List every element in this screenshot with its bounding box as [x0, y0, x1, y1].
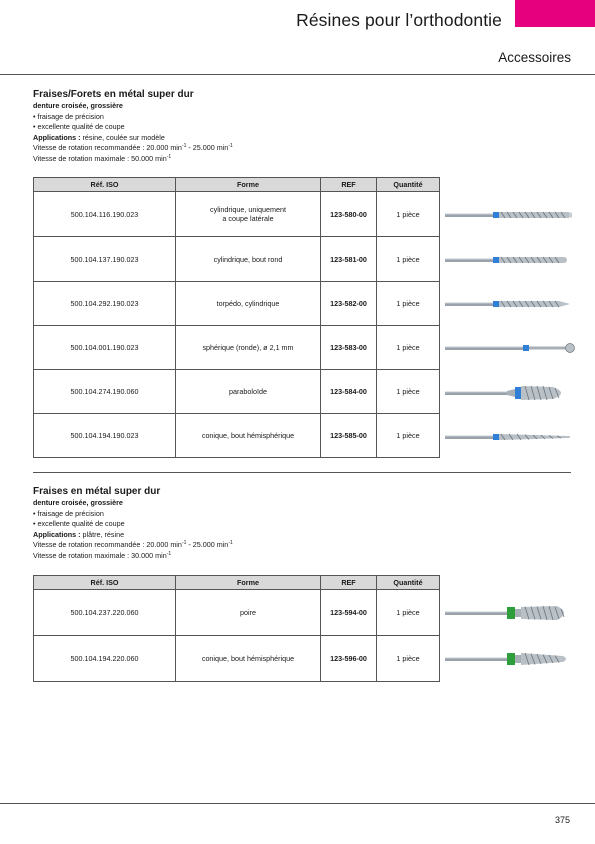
cell-forme: conique, bout hémisphérique — [176, 414, 321, 458]
col-header-quantite: Quantité — [377, 576, 440, 590]
section-1-title: Fraises/Forets en métal super dur — [33, 89, 194, 100]
section-2-bullet: • fraisage de précision — [33, 509, 573, 520]
cell-iso: 500.104.292.190.023 — [34, 282, 176, 326]
section-1-intro — [33, 89, 573, 165]
section-2-subtitle: denture croisée, grossière — [33, 498, 123, 507]
applications-label: Applications : — [33, 529, 81, 539]
cell-ref: 123-584-00 — [321, 370, 377, 414]
section-1-bullet: • excellente qualité de coupe — [33, 122, 573, 133]
section-2-applications — [33, 530, 573, 541]
product-table-2 — [33, 575, 440, 682]
section-separator — [33, 472, 571, 473]
section-2-speed-max: Vitesse de rotation maximale : 30.000 $\min^{-1}$ — [33, 550, 172, 560]
table-header-row — [34, 178, 440, 192]
cell-forme: sphérique (ronde), ø 2,1 mm — [176, 326, 321, 370]
cell-qty: 1 pièce — [377, 282, 440, 326]
page-number: 375 — [554, 815, 570, 825]
applications-value: plâtre, résine — [82, 529, 125, 539]
pear-bur-icon — [445, 603, 575, 623]
col-header-iso: Réf. ISO — [34, 576, 176, 590]
cell-qty: 1 pièce — [377, 370, 440, 414]
table-row — [34, 414, 440, 458]
section-title: Accessoires — [498, 50, 571, 65]
col-header-ref: REF — [321, 178, 377, 192]
accent-bar — [515, 0, 595, 27]
cell-qty: 1 pièce — [377, 590, 440, 636]
section-1-subtitle: denture croisée, grossière — [33, 101, 123, 110]
col-header-forme: Forme — [176, 178, 321, 192]
section-2-intro — [33, 486, 573, 562]
round-end-bur-icon — [445, 253, 575, 267]
cell-qty: 1 pièce — [377, 237, 440, 282]
section-1-applications — [33, 133, 573, 144]
footer-rule — [0, 803, 595, 804]
round-bur-icon — [445, 341, 575, 355]
col-header-iso: Réf. ISO — [34, 178, 176, 192]
cell-qty: 1 pièce — [377, 414, 440, 458]
conical-bur-icon — [445, 649, 575, 669]
conical-bur-icon — [445, 430, 575, 444]
paraboloid-bur-icon — [445, 384, 575, 402]
table-row — [34, 370, 440, 414]
table-row — [34, 326, 440, 370]
cell-forme: poire — [176, 590, 321, 636]
table-row — [34, 192, 440, 237]
cell-ref: 123-596-00 — [321, 636, 377, 682]
cell-iso: 500.104.137.190.023 — [34, 237, 176, 282]
section-2-speed-recommended: Vitesse de rotation recommandée : 20.000 $\min^{-1} - 25.000$ $\min^{-1}$ — [33, 540, 233, 550]
cell-iso: 500.104.194.220.060 — [34, 636, 176, 682]
cell-forme: cylindrique, bout rond — [176, 237, 321, 282]
col-header-quantite: Quantité — [377, 178, 440, 192]
cell-ref: 123-581-00 — [321, 237, 377, 282]
cell-ref: 123-585-00 — [321, 414, 377, 458]
section-1-speed-recommended: Vitesse de rotation recommandée : 20.000 $\min^{-1} - 25.000$ $\min^{-1}$ — [33, 143, 233, 153]
cell-ref: 123-583-00 — [321, 326, 377, 370]
cell-iso: 500.104.116.190.023 — [34, 192, 176, 237]
cylindrical-bur-icon — [445, 208, 575, 222]
cell-forme: torpédo, cylindrique — [176, 282, 321, 326]
cell-iso: 500.104.001.190.023 — [34, 326, 176, 370]
cell-iso: 500.104.194.190.023 — [34, 414, 176, 458]
cell-qty: 1 pièce — [377, 326, 440, 370]
applications-label: Applications : — [33, 132, 81, 142]
table-header-row — [34, 576, 440, 590]
cell-iso: 500.104.274.190.060 — [34, 370, 176, 414]
applications-value: résine, coulée sur modèle — [82, 132, 165, 142]
col-header-forme: Forme — [176, 576, 321, 590]
cell-forme: cylindrique, uniquement a coupe latérale — [176, 192, 321, 237]
torpedo-bur-icon — [445, 297, 575, 311]
table-row — [34, 237, 440, 282]
product-table-1 — [33, 177, 440, 458]
cell-qty: 1 pièce — [377, 192, 440, 237]
page-title: Résines pour l’orthodontie — [296, 10, 502, 30]
section-2-title: Fraises en métal super dur — [33, 486, 161, 497]
section-1-bullet: • fraisage de précision — [33, 112, 573, 123]
table-row — [34, 282, 440, 326]
table-row — [34, 636, 440, 682]
cell-qty: 1 pièce — [377, 636, 440, 682]
cell-ref: 123-594-00 — [321, 590, 377, 636]
cell-forme: paraboloïde — [176, 370, 321, 414]
section-1-speed-max: Vitesse de rotation maximale : 50.000 $\min^{-1}$ — [33, 153, 172, 163]
cell-forme: conique, bout hémisphérique — [176, 636, 321, 682]
cell-ref: 123-580-00 — [321, 192, 377, 237]
cell-ref: 123-582-00 — [321, 282, 377, 326]
header-rule — [0, 74, 595, 75]
cell-iso: 500.104.237.220.060 — [34, 590, 176, 636]
section-2-bullet: • excellente qualité de coupe — [33, 519, 573, 530]
table-row — [34, 590, 440, 636]
col-header-ref: REF — [321, 576, 377, 590]
